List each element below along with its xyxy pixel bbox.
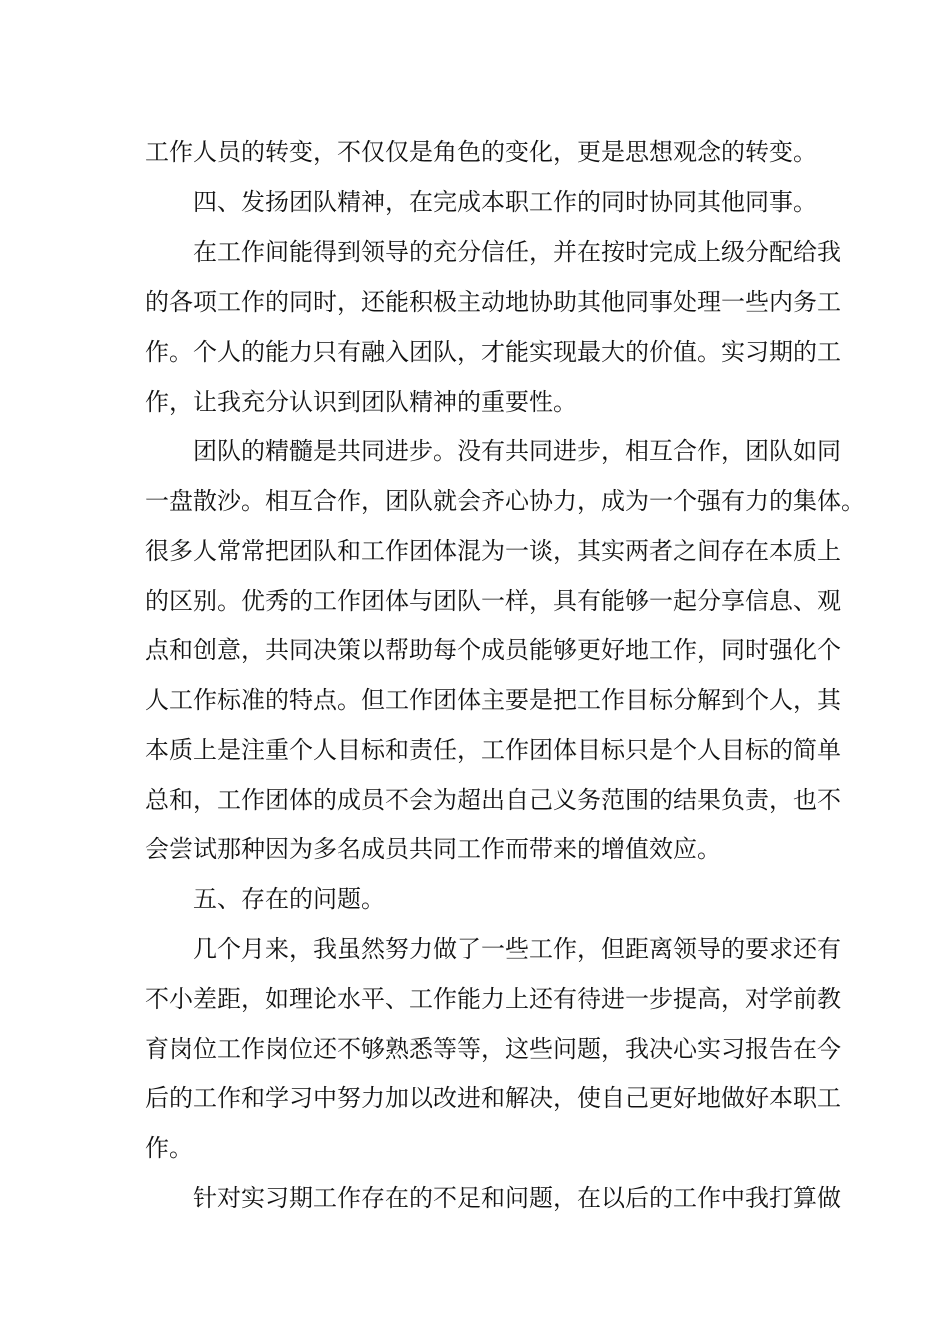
- text-line: 工作人员的转变，不仅仅是角色的变化，更是思想观念的转变。: [145, 138, 817, 166]
- text-line: 的区别。优秀的工作团体与团队一样，具有能够一起分享信息、观: [145, 587, 841, 615]
- text-line: 几个月来，我虽然努力做了一些工作，但距离领导的要求还有: [193, 935, 841, 963]
- text-line: 的各项工作的同时，还能积极主动地协助其他同事处理一些内务工: [145, 288, 841, 316]
- text-line: 作，让我充分认识到团队精神的重要性。: [145, 388, 577, 416]
- text-line: 作。个人的能力只有融入团队，才能实现最大的价值。实习期的工: [145, 338, 841, 366]
- text-line: 一盘散沙。相互合作，团队就会齐心协力，成为一个强有力的集体。: [145, 487, 865, 515]
- text-line: 针对实习期工作存在的不足和问题，在以后的工作中我打算做: [193, 1184, 841, 1212]
- text-line: 在工作间能得到领导的充分信任，并在按时完成上级分配给我: [193, 238, 841, 266]
- section-heading: 四、发扬团队精神，在完成本职工作的同时协同其他同事。: [193, 188, 817, 216]
- text-line: 很多人常常把团队和工作团体混为一谈，其实两者之间存在本质上: [145, 537, 841, 565]
- text-line: 作。: [145, 1134, 193, 1162]
- text-line: 后的工作和学习中努力加以改进和解决，使自己更好地做好本职工: [145, 1084, 841, 1112]
- text-line: 团队的精髓是共同进步。没有共同进步，相互合作，团队如同: [193, 437, 841, 465]
- text-line: 点和创意，共同决策以帮助每个成员能够更好地工作，同时强化个: [145, 636, 841, 664]
- text-line: 育岗位工作岗位还不够熟悉等等，这些问题，我决心实习报告在今: [145, 1035, 841, 1063]
- text-line: 本质上是注重个人目标和责任，工作团体目标只是个人目标的简单: [145, 736, 841, 764]
- section-heading: 五、存在的问题。: [193, 885, 385, 913]
- text-line: 总和，工作团体的成员不会为超出自己义务范围的结果负责，也不: [145, 786, 841, 814]
- text-line: 不小差距，如理论水平、工作能力上还有待进一步提高，对学前教: [145, 985, 841, 1013]
- text-line: 会尝试那种因为多名成员共同工作而带来的增值效应。: [145, 835, 721, 863]
- text-line: 人工作标准的特点。但工作团体主要是把工作目标分解到个人，其: [145, 686, 841, 714]
